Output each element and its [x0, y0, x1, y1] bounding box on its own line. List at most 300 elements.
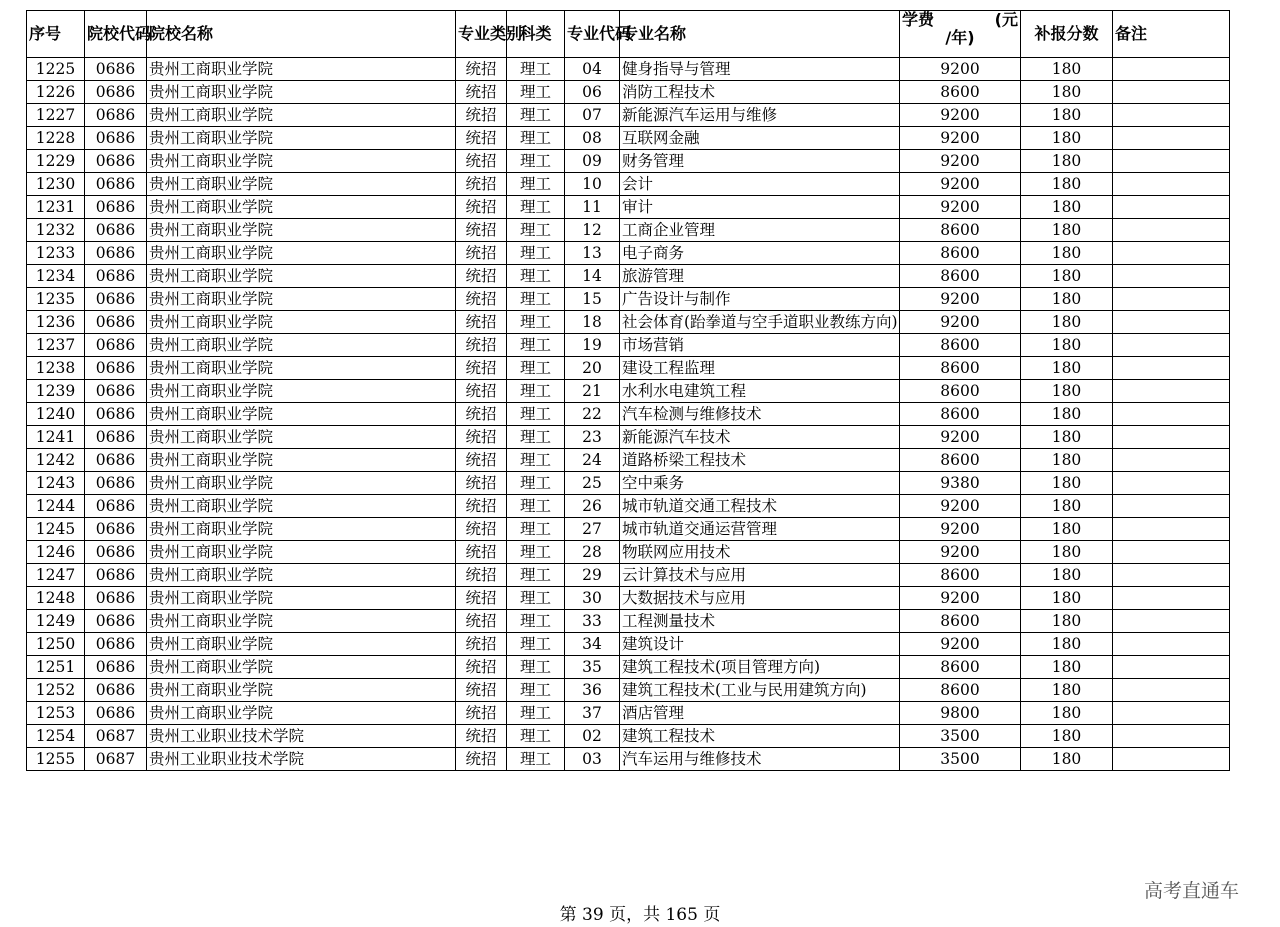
cell-seq: 1235	[27, 288, 85, 311]
cell-school-name: 贵州工商职业学院	[147, 702, 456, 725]
table-row	[27, 472, 1230, 495]
cell-fee: 9200	[900, 495, 1021, 518]
cell-subject: 理工	[507, 610, 565, 633]
cell-major-name: 云计算技术与应用	[620, 564, 900, 587]
cell-fee: 8600	[900, 81, 1021, 104]
cell-category: 统招	[456, 127, 507, 150]
cell-major-name: 消防工程技术	[620, 81, 900, 104]
cell-major-code: 07	[565, 104, 620, 127]
cell-major-name: 城市轨道交通工程技术	[620, 495, 900, 518]
cell-category: 统招	[456, 748, 507, 771]
cell-major-code: 25	[565, 472, 620, 495]
cell-score: 180	[1021, 610, 1113, 633]
cell-fee: 8600	[900, 334, 1021, 357]
cell-seq: 1240	[27, 403, 85, 426]
cell-school-code: 0686	[85, 702, 147, 725]
cell-subject: 理工	[507, 472, 565, 495]
cell-seq: 1250	[27, 633, 85, 656]
header-fee-unit-open: (元	[994, 10, 1018, 29]
cell-seq: 1248	[27, 587, 85, 610]
cell-major-name: 城市轨道交通运营管理	[620, 518, 900, 541]
cell-subject: 理工	[507, 81, 565, 104]
cell-score: 180	[1021, 380, 1113, 403]
header-score: 补报分数	[1021, 11, 1113, 58]
cell-score: 180	[1021, 219, 1113, 242]
cell-fee: 8600	[900, 219, 1021, 242]
cell-fee: 9200	[900, 518, 1021, 541]
cell-seq: 1241	[27, 426, 85, 449]
cell-school-code: 0686	[85, 173, 147, 196]
cell-seq: 1255	[27, 748, 85, 771]
cell-remark	[1113, 380, 1230, 403]
cell-category: 统招	[456, 265, 507, 288]
cell-category: 统招	[456, 288, 507, 311]
cell-school-code: 0686	[85, 219, 147, 242]
cell-school-code: 0686	[85, 311, 147, 334]
cell-fee: 8600	[900, 380, 1021, 403]
cell-school-name: 贵州工业职业技术学院	[147, 748, 456, 771]
cell-fee: 8600	[900, 679, 1021, 702]
cell-major-name: 建筑工程技术	[620, 725, 900, 748]
cell-category: 统招	[456, 104, 507, 127]
cell-school-name: 贵州工商职业学院	[147, 449, 456, 472]
cell-school-code: 0687	[85, 748, 147, 771]
cell-category: 统招	[456, 564, 507, 587]
cell-major-code: 11	[565, 196, 620, 219]
cell-remark	[1113, 357, 1230, 380]
cell-school-code: 0686	[85, 541, 147, 564]
cell-subject: 理工	[507, 173, 565, 196]
cell-major-name: 酒店管理	[620, 702, 900, 725]
cell-school-code: 0686	[85, 334, 147, 357]
cell-subject: 理工	[507, 518, 565, 541]
cell-remark	[1113, 633, 1230, 656]
cell-major-code: 22	[565, 403, 620, 426]
cell-major-code: 12	[565, 219, 620, 242]
cell-school-name: 贵州工商职业学院	[147, 173, 456, 196]
cell-school-name: 贵州工商职业学院	[147, 242, 456, 265]
cell-school-name: 贵州工商职业学院	[147, 334, 456, 357]
cell-category: 统招	[456, 334, 507, 357]
cell-school-code: 0686	[85, 587, 147, 610]
cell-school-name: 贵州工商职业学院	[147, 587, 456, 610]
cell-major-code: 33	[565, 610, 620, 633]
cell-major-code: 26	[565, 495, 620, 518]
cell-category: 统招	[456, 357, 507, 380]
cell-score: 180	[1021, 403, 1113, 426]
cell-major-name: 物联网应用技术	[620, 541, 900, 564]
cell-seq: 1243	[27, 472, 85, 495]
cell-major-code: 09	[565, 150, 620, 173]
cell-fee: 9200	[900, 633, 1021, 656]
cell-school-name: 贵州工商职业学院	[147, 357, 456, 380]
table-row	[27, 150, 1230, 173]
cell-score: 180	[1021, 196, 1113, 219]
cell-major-code: 14	[565, 265, 620, 288]
table-row	[27, 449, 1230, 472]
cell-score: 180	[1021, 127, 1113, 150]
cell-remark	[1113, 702, 1230, 725]
cell-remark	[1113, 725, 1230, 748]
cell-fee: 8600	[900, 265, 1021, 288]
cell-score: 180	[1021, 633, 1113, 656]
cell-subject: 理工	[507, 380, 565, 403]
cell-school-name: 贵州工业职业技术学院	[147, 725, 456, 748]
cell-remark	[1113, 403, 1230, 426]
cell-remark	[1113, 541, 1230, 564]
cell-score: 180	[1021, 564, 1113, 587]
cell-score: 180	[1021, 495, 1113, 518]
cell-remark	[1113, 219, 1230, 242]
cell-major-name: 财务管理	[620, 150, 900, 173]
cell-major-code: 30	[565, 587, 620, 610]
cell-seq: 1231	[27, 196, 85, 219]
cell-fee: 9200	[900, 173, 1021, 196]
cell-subject: 理工	[507, 748, 565, 771]
cell-major-code: 29	[565, 564, 620, 587]
cell-seq: 1253	[27, 702, 85, 725]
cell-fee: 9200	[900, 196, 1021, 219]
cell-fee: 9200	[900, 150, 1021, 173]
table-row	[27, 403, 1230, 426]
header-fee-unit-close: /年)	[945, 28, 975, 47]
cell-major-name: 工商企业管理	[620, 219, 900, 242]
cell-category: 统招	[456, 403, 507, 426]
cell-seq: 1239	[27, 380, 85, 403]
cell-remark	[1113, 426, 1230, 449]
table-row	[27, 357, 1230, 380]
cell-remark	[1113, 472, 1230, 495]
cell-major-name: 空中乘务	[620, 472, 900, 495]
cell-major-name: 汽车检测与维修技术	[620, 403, 900, 426]
cell-category: 统招	[456, 587, 507, 610]
cell-school-name: 贵州工商职业学院	[147, 564, 456, 587]
cell-school-code: 0687	[85, 725, 147, 748]
cell-category: 统招	[456, 150, 507, 173]
header-fee-label: 学费	[902, 10, 935, 29]
table-row	[27, 173, 1230, 196]
cell-score: 180	[1021, 242, 1113, 265]
cell-major-name: 会计	[620, 173, 900, 196]
cell-category: 统招	[456, 380, 507, 403]
cell-school-name: 贵州工商职业学院	[147, 679, 456, 702]
cell-seq: 1244	[27, 495, 85, 518]
cell-fee: 9200	[900, 58, 1021, 81]
cell-fee: 9200	[900, 311, 1021, 334]
cell-major-name: 道路桥梁工程技术	[620, 449, 900, 472]
cell-major-name: 市场营销	[620, 334, 900, 357]
page-footer: 第 39 页，共 165 页	[559, 905, 721, 925]
header-major-code: 专业代码	[565, 11, 620, 58]
cell-subject: 理工	[507, 426, 565, 449]
cell-score: 180	[1021, 150, 1113, 173]
cell-major-name: 水利水电建筑工程	[620, 380, 900, 403]
cell-score: 180	[1021, 357, 1113, 380]
cell-remark	[1113, 173, 1230, 196]
cell-subject: 理工	[507, 104, 565, 127]
cell-school-code: 0686	[85, 518, 147, 541]
table-row	[27, 725, 1230, 748]
table-row	[27, 380, 1230, 403]
cell-remark	[1113, 679, 1230, 702]
cell-subject: 理工	[507, 219, 565, 242]
cell-seq: 1228	[27, 127, 85, 150]
cell-subject: 理工	[507, 725, 565, 748]
cell-major-code: 19	[565, 334, 620, 357]
cell-major-code: 18	[565, 311, 620, 334]
cell-score: 180	[1021, 472, 1113, 495]
cell-category: 统招	[456, 311, 507, 334]
cell-score: 180	[1021, 81, 1113, 104]
cell-school-code: 0686	[85, 288, 147, 311]
cell-school-name: 贵州工商职业学院	[147, 104, 456, 127]
cell-school-code: 0686	[85, 449, 147, 472]
cell-remark	[1113, 242, 1230, 265]
cell-score: 180	[1021, 656, 1113, 679]
header-major-category: 专业类别	[456, 11, 507, 58]
cell-seq: 1229	[27, 150, 85, 173]
table-row	[27, 656, 1230, 679]
table-row	[27, 242, 1230, 265]
cell-fee: 9380	[900, 472, 1021, 495]
cell-school-code: 0686	[85, 403, 147, 426]
cell-major-code: 03	[565, 748, 620, 771]
cell-school-code: 0686	[85, 564, 147, 587]
cell-category: 统招	[456, 633, 507, 656]
cell-fee: 9200	[900, 587, 1021, 610]
header-fee	[900, 11, 1021, 58]
cell-school-code: 0686	[85, 81, 147, 104]
table-row	[27, 196, 1230, 219]
cell-school-name: 贵州工商职业学院	[147, 541, 456, 564]
cell-school-name: 贵州工商职业学院	[147, 403, 456, 426]
cell-school-code: 0686	[85, 426, 147, 449]
cell-fee: 8600	[900, 656, 1021, 679]
table-row	[27, 633, 1230, 656]
cell-remark	[1113, 288, 1230, 311]
table-body	[27, 58, 1230, 771]
cell-school-name: 贵州工商职业学院	[147, 150, 456, 173]
cell-seq: 1225	[27, 58, 85, 81]
cell-subject: 理工	[507, 403, 565, 426]
cell-category: 统招	[456, 656, 507, 679]
cell-fee: 9200	[900, 541, 1021, 564]
cell-major-code: 36	[565, 679, 620, 702]
cell-fee: 9200	[900, 426, 1021, 449]
cell-major-code: 10	[565, 173, 620, 196]
header-row	[27, 11, 1230, 58]
cell-school-name: 贵州工商职业学院	[147, 518, 456, 541]
cell-remark	[1113, 58, 1230, 81]
cell-score: 180	[1021, 265, 1113, 288]
header-school-code: 院校代码	[85, 11, 147, 58]
cell-score: 180	[1021, 587, 1113, 610]
cell-category: 统招	[456, 219, 507, 242]
cell-score: 180	[1021, 173, 1113, 196]
cell-subject: 理工	[507, 265, 565, 288]
cell-major-name: 审计	[620, 196, 900, 219]
cell-subject: 理工	[507, 564, 565, 587]
cell-remark	[1113, 81, 1230, 104]
cell-score: 180	[1021, 725, 1113, 748]
cell-subject: 理工	[507, 150, 565, 173]
cell-remark	[1113, 656, 1230, 679]
cell-major-name: 建设工程监理	[620, 357, 900, 380]
cell-major-name: 互联网金融	[620, 127, 900, 150]
cell-score: 180	[1021, 748, 1113, 771]
cell-fee: 9800	[900, 702, 1021, 725]
cell-school-code: 0686	[85, 472, 147, 495]
cell-subject: 理工	[507, 679, 565, 702]
cell-school-code: 0686	[85, 242, 147, 265]
table-row	[27, 58, 1230, 81]
cell-category: 统招	[456, 173, 507, 196]
cell-school-name: 贵州工商职业学院	[147, 288, 456, 311]
cell-subject: 理工	[507, 311, 565, 334]
cell-school-code: 0686	[85, 656, 147, 679]
table-row	[27, 495, 1230, 518]
cell-category: 统招	[456, 702, 507, 725]
cell-remark	[1113, 311, 1230, 334]
cell-fee: 8600	[900, 610, 1021, 633]
cell-major-code: 04	[565, 58, 620, 81]
cell-category: 统招	[456, 196, 507, 219]
table-row	[27, 587, 1230, 610]
cell-school-name: 贵州工商职业学院	[147, 380, 456, 403]
cell-score: 180	[1021, 288, 1113, 311]
cell-school-code: 0686	[85, 104, 147, 127]
cell-school-name: 贵州工商职业学院	[147, 81, 456, 104]
cell-major-code: 06	[565, 81, 620, 104]
cell-school-code: 0686	[85, 633, 147, 656]
cell-subject: 理工	[507, 495, 565, 518]
cell-school-name: 贵州工商职业学院	[147, 265, 456, 288]
cell-subject: 理工	[507, 587, 565, 610]
cell-major-code: 34	[565, 633, 620, 656]
cell-school-code: 0686	[85, 610, 147, 633]
header-remark: 备注	[1113, 11, 1230, 58]
cell-remark	[1113, 196, 1230, 219]
cell-remark	[1113, 265, 1230, 288]
cell-subject: 理工	[507, 127, 565, 150]
cell-seq: 1254	[27, 725, 85, 748]
table-row	[27, 610, 1230, 633]
cell-subject: 理工	[507, 334, 565, 357]
table-row	[27, 334, 1230, 357]
cell-category: 统招	[456, 449, 507, 472]
cell-seq: 1246	[27, 541, 85, 564]
cell-score: 180	[1021, 426, 1113, 449]
cell-school-name: 贵州工商职业学院	[147, 472, 456, 495]
cell-subject: 理工	[507, 288, 565, 311]
cell-category: 统招	[456, 541, 507, 564]
cell-category: 统招	[456, 610, 507, 633]
cell-category: 统招	[456, 679, 507, 702]
header-major-name: 专业名称	[620, 11, 900, 58]
cell-school-name: 贵州工商职业学院	[147, 426, 456, 449]
header-school-name: 院校名称	[147, 11, 456, 58]
cell-school-code: 0686	[85, 357, 147, 380]
cell-seq: 1249	[27, 610, 85, 633]
cell-school-code: 0686	[85, 380, 147, 403]
cell-category: 统招	[456, 242, 507, 265]
table-row	[27, 518, 1230, 541]
cell-school-name: 贵州工商职业学院	[147, 495, 456, 518]
cell-school-name: 贵州工商职业学院	[147, 127, 456, 150]
table-row	[27, 104, 1230, 127]
table-row	[27, 81, 1230, 104]
cell-subject: 理工	[507, 702, 565, 725]
cell-seq: 1226	[27, 81, 85, 104]
cell-school-code: 0686	[85, 58, 147, 81]
cell-major-name: 广告设计与制作	[620, 288, 900, 311]
cell-major-code: 21	[565, 380, 620, 403]
cell-major-code: 23	[565, 426, 620, 449]
cell-category: 统招	[456, 518, 507, 541]
cell-major-name: 建筑工程技术(工业与民用建筑方向)	[620, 679, 900, 702]
cell-major-code: 27	[565, 518, 620, 541]
cell-major-name: 大数据技术与应用	[620, 587, 900, 610]
cell-seq: 1232	[27, 219, 85, 242]
cell-major-code: 20	[565, 357, 620, 380]
cell-fee: 8600	[900, 242, 1021, 265]
cell-fee: 8600	[900, 357, 1021, 380]
cell-score: 180	[1021, 104, 1113, 127]
cell-seq: 1242	[27, 449, 85, 472]
cell-subject: 理工	[507, 357, 565, 380]
table-row	[27, 679, 1230, 702]
cell-score: 180	[1021, 58, 1113, 81]
cell-major-code: 37	[565, 702, 620, 725]
cell-seq: 1233	[27, 242, 85, 265]
cell-fee: 9200	[900, 104, 1021, 127]
cell-major-name: 电子商务	[620, 242, 900, 265]
cell-remark	[1113, 334, 1230, 357]
cell-seq: 1252	[27, 679, 85, 702]
cell-category: 统招	[456, 495, 507, 518]
table-row	[27, 311, 1230, 334]
cell-school-code: 0686	[85, 150, 147, 173]
cell-major-name: 建筑设计	[620, 633, 900, 656]
table-row	[27, 127, 1230, 150]
table-row	[27, 564, 1230, 587]
watermark-text: 高考直通车	[1144, 880, 1240, 902]
cell-fee: 9200	[900, 288, 1021, 311]
cell-school-name: 贵州工商职业学院	[147, 610, 456, 633]
cell-seq: 1230	[27, 173, 85, 196]
cell-subject: 理工	[507, 196, 565, 219]
cell-major-name: 社会体育(跆拳道与空手道职业教练方向)	[620, 311, 900, 334]
cell-fee: 3500	[900, 725, 1021, 748]
cell-school-code: 0686	[85, 196, 147, 219]
cell-school-code: 0686	[85, 265, 147, 288]
cell-seq: 1236	[27, 311, 85, 334]
table-row	[27, 265, 1230, 288]
cell-category: 统招	[456, 58, 507, 81]
cell-remark	[1113, 104, 1230, 127]
cell-major-name: 建筑工程技术(项目管理方向)	[620, 656, 900, 679]
cell-major-name: 健身指导与管理	[620, 58, 900, 81]
cell-remark	[1113, 564, 1230, 587]
cell-seq: 1227	[27, 104, 85, 127]
table-row	[27, 426, 1230, 449]
cell-remark	[1113, 518, 1230, 541]
cell-score: 180	[1021, 334, 1113, 357]
cell-major-code: 28	[565, 541, 620, 564]
cell-score: 180	[1021, 702, 1113, 725]
cell-school-code: 0686	[85, 495, 147, 518]
cell-fee: 8600	[900, 449, 1021, 472]
